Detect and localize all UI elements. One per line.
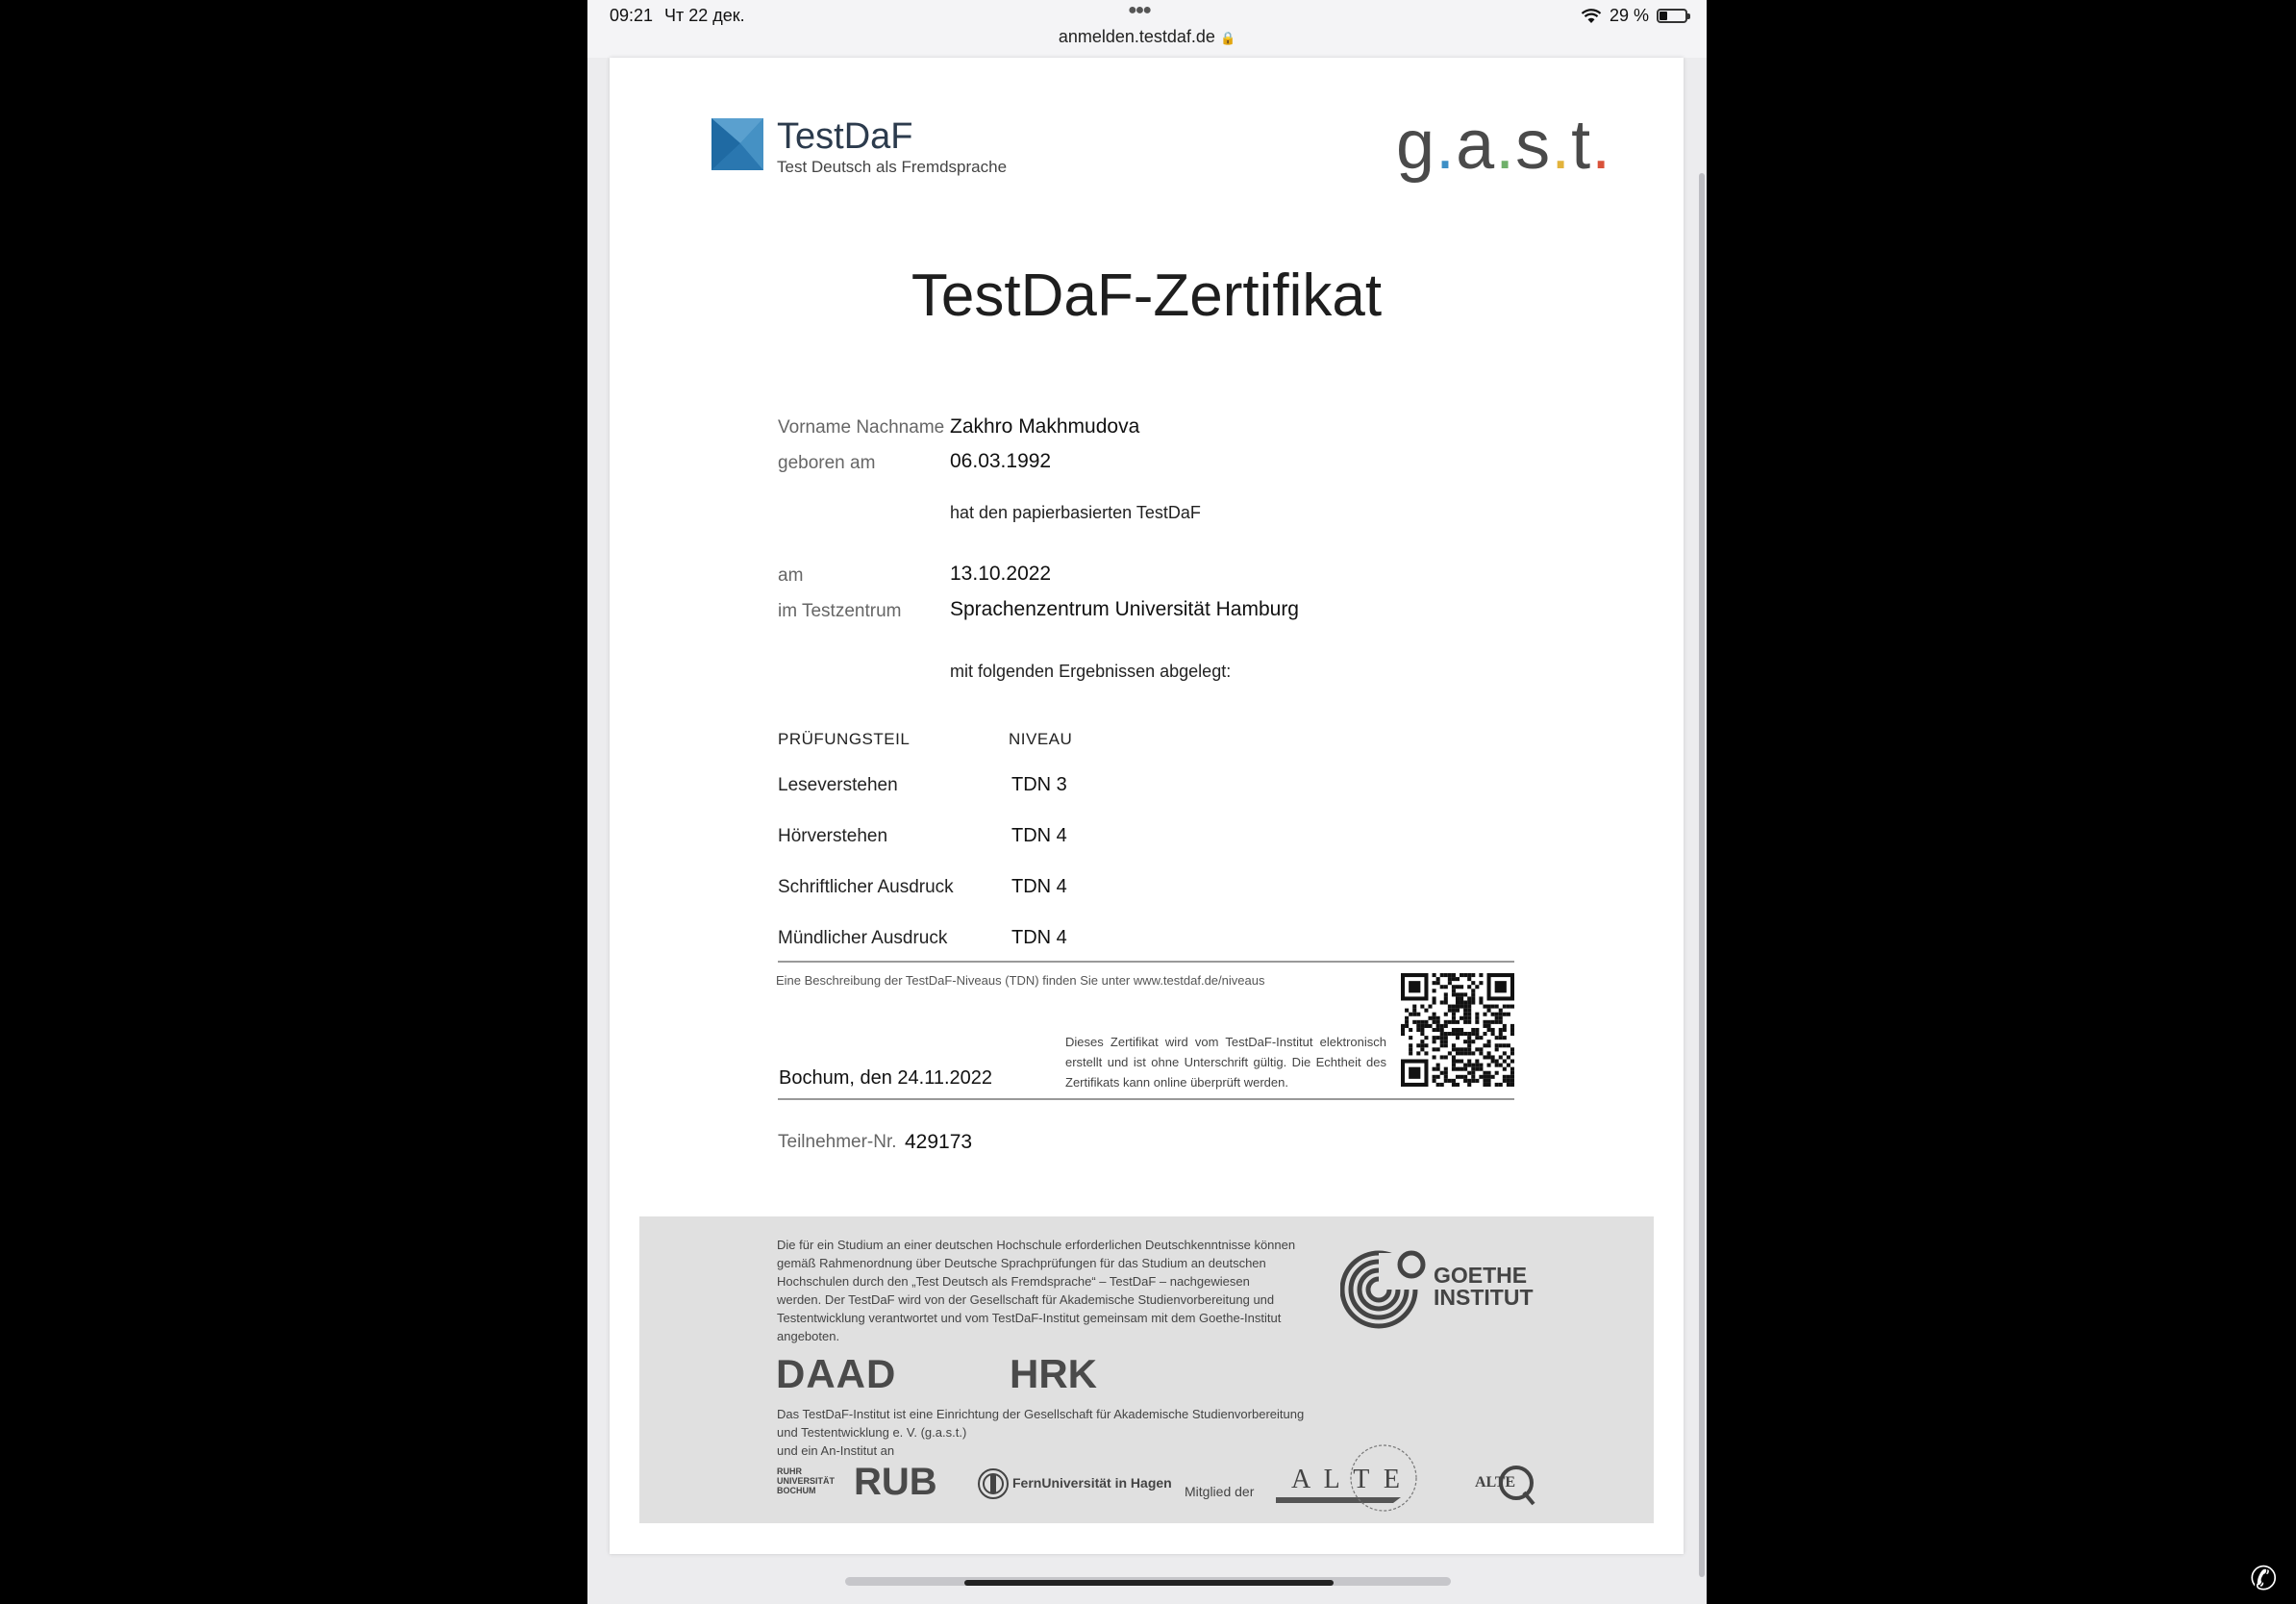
multitasking-dots-icon[interactable]: ●●● [1128,2,1150,18]
phone-icon[interactable]: ✆ [2250,1561,2278,1597]
participant-value: 429173 [905,1131,973,1153]
center-label: im Testzentrum [778,601,902,621]
gast-dot-red: . [1591,107,1612,184]
rub-logo: RUB [854,1461,937,1503]
name-value: Zakhro Makhmudova [950,415,1140,438]
gast-letter-t: t [1571,107,1592,184]
signature-divider [778,1098,1514,1100]
result-part-listening: Hörverstehen [778,826,888,846]
center-value: Sprachenzentrum Universität Hamburg [950,598,1299,620]
status-right [1581,6,1687,26]
url-text: anmelden.testdaf.de [1058,27,1215,46]
page-scrollbar[interactable] [1699,173,1705,1577]
alte-q-logo-text: ALTE [1475,1474,1516,1491]
result-part-reading: Leseverstehen [778,775,898,795]
born-label: geboren am [778,453,876,473]
fernuni-logo-text: FernUniversität in Hagen [1012,1475,1172,1491]
certificate-page [610,58,1684,1554]
certificate-title: TestDaF-Zertifikat [911,263,1383,329]
footer-paragraph-2-line-2: und Testentwicklung e. V. (g.a.s.t.) [777,1425,967,1440]
gast-dot-yellow: . [1551,107,1572,184]
member-of-label: Mitglied der [1185,1484,1255,1499]
gast-logo [1396,106,1611,185]
result-level-listening: TDN 4 [1011,825,1067,846]
levels-note: Eine Beschreibung der TestDaF-Niveaus (TDN) finden Sie unter www.testdaf.de/niveaus [776,973,1265,988]
electronic-note: Dieses Zertifikat wird vom TestDaF-Institut elektronisch erstellt und ist ohne Unterschrift gültig. Die Echtheit des Zertifikats kann online überprüft werden. [1065,1035,1386,1090]
result-part-writing: Schriftlicher Ausdruck [778,877,954,897]
battery-percent: 29 % [1609,6,1649,25]
testdaf-logo [711,118,1007,177]
result-level-writing: TDN 4 [1011,876,1067,897]
footer-paragraph-2-line-3: und ein An-Institut an [777,1443,895,1458]
gast-letter-s: s [1515,107,1552,184]
status-date: Чт 22 дек. [664,6,745,25]
hrk-logo: HRK [1010,1351,1097,1396]
rub-small-line-2: UNIVERSITÄT [777,1476,836,1486]
gast-letter-g: g [1396,107,1436,184]
born-value: 06.03.1992 [950,450,1052,472]
browser-screen [587,0,1707,1604]
intro-text: hat den papierbasierten TestDaF [950,503,1201,522]
place-date: Bochum, den 24.11.2022 [779,1067,993,1089]
footer-paragraph-1: Die für ein Studium an einer deutschen Hochschule erforderlichen Deutschkenntnisse können gemäß Rahmenordnung über Deutsche Sprachprüfungen für das Studium an deutschen Hochschulen durch den „Test Deutsch als Fremdsprache“ – TestDaF – nachgewiesen werden. Der TestDaF wird von der Gesellschaft für Akademische Studienvorbereitung und Testentwicklung verantwortet und vom TestDaF-Institut gemeinsam mit dem Goethe-Institut angeboten. [777,1238,1296,1343]
footer-paragraph-2-line-1: Das TestDaF-Institut ist eine Einrichtung der Gesellschaft für Akademische Studienvorbereitung [777,1407,1305,1421]
daad-logo: DAAD [776,1351,897,1396]
date-label: am [778,565,804,586]
gast-dot-green: . [1495,107,1516,184]
home-indicator[interactable] [964,1580,1334,1586]
status-time: 09:21 [610,6,654,25]
result-level-speaking: TDN 4 [1011,927,1067,948]
footer-paragraph-2 [777,1405,1315,1460]
rub-small-text [777,1466,835,1495]
result-part-speaking: Mündlicher Ausdruck [778,928,948,948]
battery-icon [1657,9,1687,23]
testdaf-logo-mark-icon [711,118,763,170]
gast-dot-blue: . [1435,107,1457,184]
alte-logo-text: A L T E [1291,1465,1404,1494]
goethe-logo-icon [1340,1245,1429,1334]
qr-code-icon[interactable] [1401,973,1514,1087]
rub-small-line-3: BOCHUM [777,1486,816,1495]
fernuni-logo-icon [977,1467,1010,1500]
goethe-institut-logo-text [1434,1265,1534,1309]
testdaf-logo-title: TestDaF [777,116,913,157]
wifi-icon [1581,9,1602,24]
lock-icon: 🔒 [1219,31,1236,45]
table-header-level: NIVEAU [1009,730,1073,748]
rub-small-line-1: RUHR [777,1466,802,1476]
date-value: 13.10.2022 [950,563,1052,585]
certificate-footer [639,1216,1654,1523]
address-bar[interactable] [587,27,1707,47]
result-level-reading: TDN 3 [1011,774,1067,795]
goethe-line-1: GOETHE [1434,1263,1528,1288]
gast-letter-a: a [1456,107,1496,184]
goethe-line-2: INSTITUT [1434,1285,1534,1310]
status-bar [587,0,1707,58]
table-header-part: PRÜFUNGSTEIL [778,730,911,748]
participant-label: Teilnehmer-Nr. [778,1132,897,1152]
testdaf-logo-subtitle: Test Deutsch als Fremdsprache [777,158,1008,176]
results-intro: mit folgenden Ergebnissen abgelegt: [950,662,1232,681]
results-divider [778,961,1514,963]
name-label: Vorname Nachname [778,417,945,438]
